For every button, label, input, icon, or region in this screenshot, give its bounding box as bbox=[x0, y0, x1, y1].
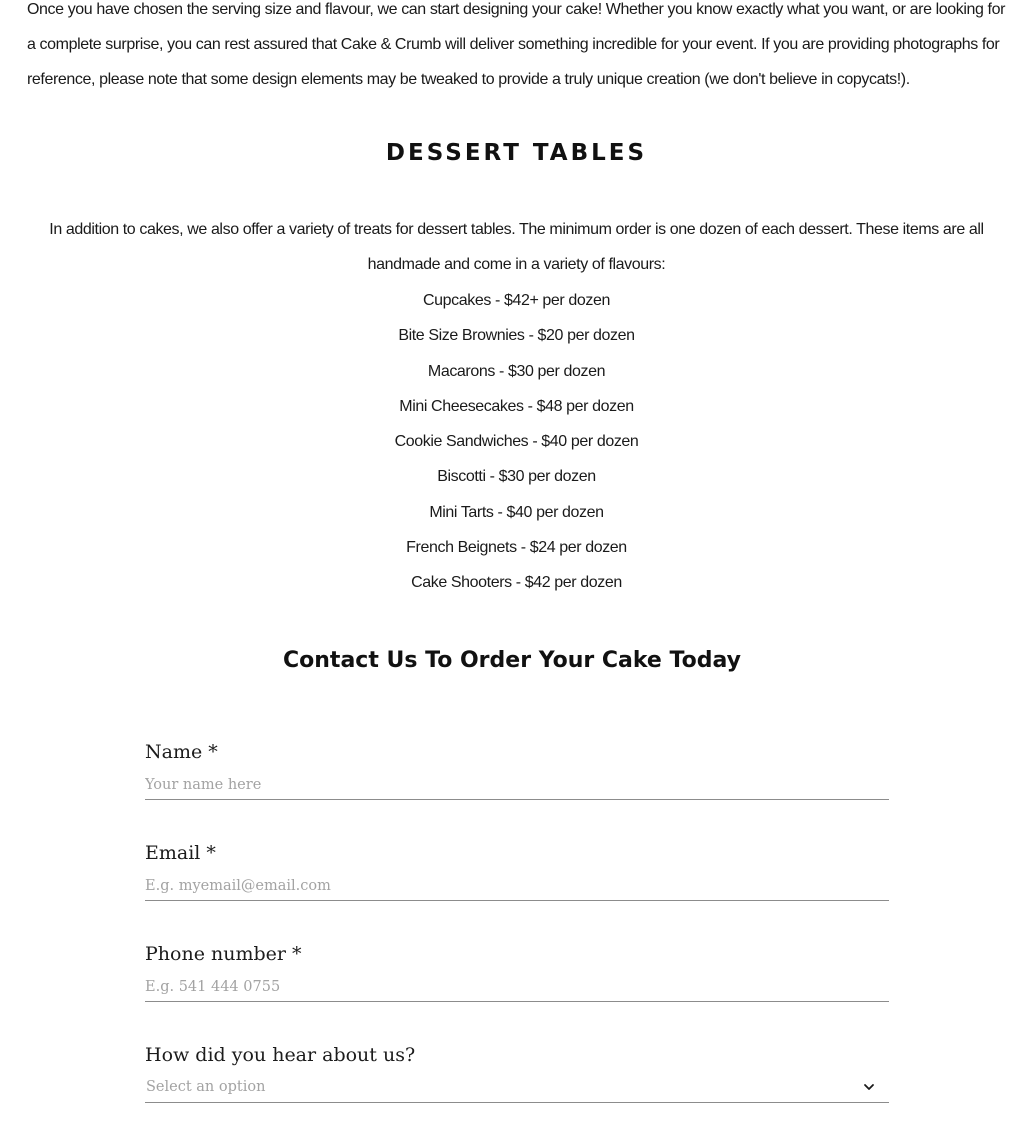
dessert-item-beignets: French Beignets - $24 per dozen bbox=[406, 539, 627, 557]
name-label: Name * bbox=[145, 741, 218, 763]
dessert-item-mini-tarts: Mini Tarts - $40 per dozen bbox=[429, 503, 604, 521]
dessert-item-biscotti: Biscotti - $30 per dozen bbox=[437, 468, 596, 486]
source-select[interactable] bbox=[145, 1073, 889, 1103]
dessert-item-cake-shooters: Cake Shooters - $42 per dozen bbox=[411, 574, 622, 592]
name-field-group bbox=[145, 737, 889, 838]
source-label: How did you hear about us? bbox=[145, 1044, 416, 1066]
name-input[interactable] bbox=[145, 770, 889, 800]
email-field-group bbox=[145, 838, 889, 939]
contact-heading: Contact Us To Order Your Cake Today bbox=[283, 648, 741, 673]
dessert-item-cookie-sandwiches: Cookie Sandwiches - $40 per dozen bbox=[394, 433, 639, 451]
source-select-value: Select an option bbox=[146, 1079, 266, 1095]
dessert-list bbox=[0, 283, 1033, 601]
dessert-item-cupcakes: Cupcakes - $42+ per dozen bbox=[422, 292, 611, 309]
phone-label: Phone number * bbox=[145, 943, 302, 965]
dessert-item-macarons: Macarons - $30 per dozen bbox=[427, 362, 606, 380]
order-form bbox=[145, 737, 889, 1141]
source-field-group bbox=[145, 1040, 889, 1141]
phone-input[interactable] bbox=[145, 972, 889, 1002]
phone-field-group bbox=[145, 939, 889, 1040]
dessert-tables-intro: In addition to cakes, we also offer a variety of treats for dessert tables. The minimum order is one dozen of each dessert. These items are all handmade and come in a variety of flavours: bbox=[49, 221, 984, 273]
intro-paragraph: Once you have chosen the serving size and flavour, we can start designing your cake! Whether you know exactly what you want, or are looking for a complete surprise, you can rest assured that Cake & Crumb will deliver something incredible for your event. If you are providing photographs for reference, please note that some design elements may be tweaked to provide a truly unique creation (we don't believe in copycats!). bbox=[27, 1, 1006, 88]
email-label: Email * bbox=[145, 842, 216, 864]
email-input[interactable] bbox=[145, 871, 889, 901]
dessert-tables-heading: DESSERT TABLES bbox=[385, 140, 648, 166]
dessert-item-brownies: Bite Size Brownies - $20 per dozen bbox=[398, 327, 635, 345]
chevron-down-icon bbox=[863, 1081, 875, 1093]
dessert-item-cheesecakes: Mini Cheesecakes - $48 per dozen bbox=[399, 397, 634, 415]
